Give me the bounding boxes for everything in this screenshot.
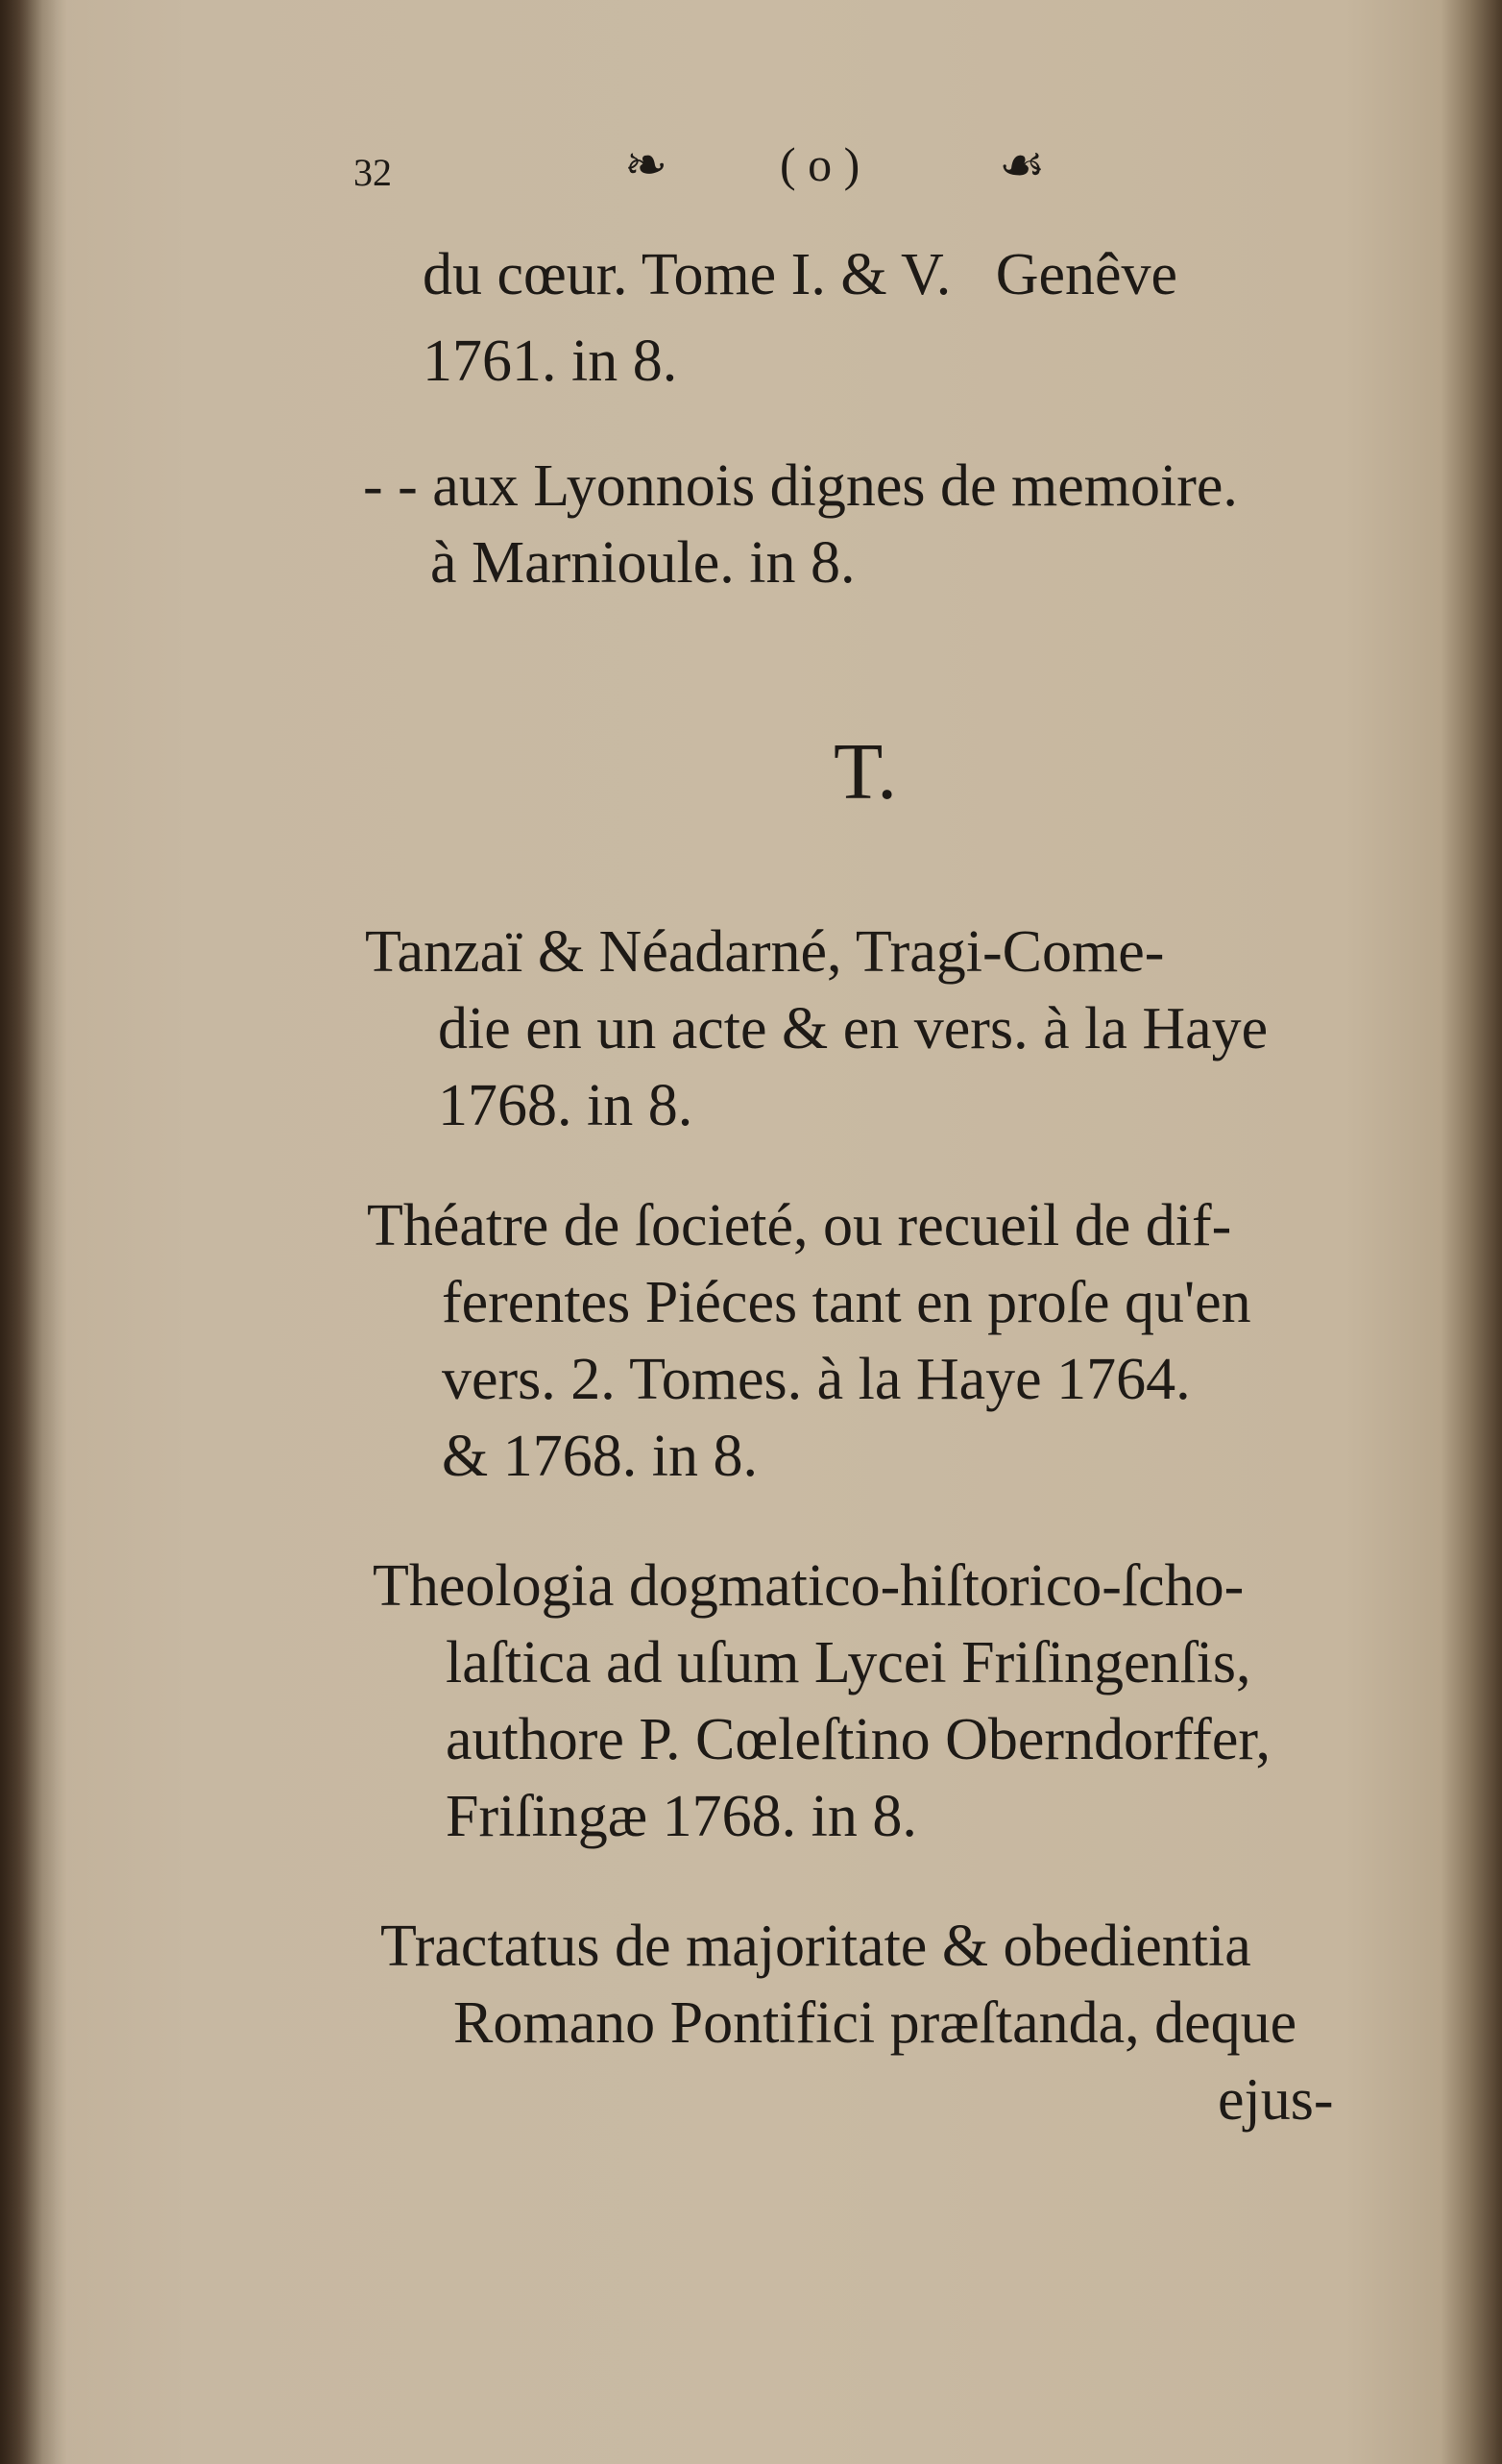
catchword: ejus- <box>1218 2067 1334 2133</box>
text-line: Tractatus de majoritate & obedientia <box>380 1914 1251 1979</box>
section-letter: T. <box>834 727 898 817</box>
text-line: du cœur. Tome I. & V. Genêve <box>423 242 1178 307</box>
gutter-shadow <box>0 0 67 2464</box>
text-line: Romano Pontifici præſtanda, deque <box>453 1990 1297 2056</box>
text-line: Theologia dogmatico-hiſtorico-ſcho- <box>373 1553 1245 1619</box>
page-number: 32 <box>353 151 392 194</box>
ornament-right-icon: ☙ <box>999 136 1046 194</box>
text-line: à Marnioule. in 8. <box>430 530 856 596</box>
text-line: & 1768. in 8. <box>442 1424 758 1489</box>
text-line: laſtica ad uſum Lycei Friſingenſis, <box>446 1630 1251 1696</box>
ornament-left-icon: ❧ <box>624 136 668 194</box>
text-line: Tanzaï & Néadarné, Tragi-Come- <box>365 919 1165 985</box>
text-line: die en un acte & en vers. à la Haye <box>438 996 1269 1061</box>
text-line: ferentes Piéces tant en proſe qu'en <box>442 1270 1251 1335</box>
header-mark: ( o ) <box>780 137 860 191</box>
text-line: 1768. in 8. <box>438 1073 693 1138</box>
text-line: 1761. in 8. <box>423 329 678 394</box>
text-line: authore P. Cœleſtino Oberndorffer, <box>446 1707 1272 1772</box>
text-line: Friſingæ 1768. in 8. <box>446 1784 917 1849</box>
text-line: - - aux Lyonnois dignes de memoire. <box>363 453 1238 519</box>
text-line: vers. 2. Tomes. à la Haye 1764. <box>442 1347 1191 1412</box>
text-line: Théatre de ſocieté, ou recueil de dif- <box>367 1193 1232 1258</box>
